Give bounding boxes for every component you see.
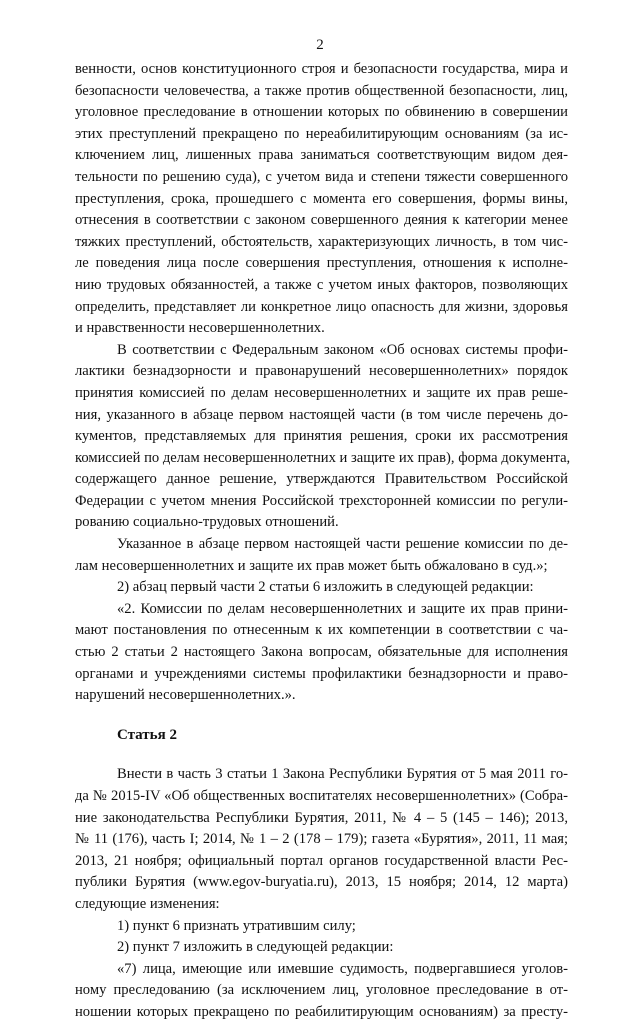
text-line: 2) абзац первый части 2 статьи 6 изложить в следующей редакции: xyxy=(117,579,534,596)
text-line: лактики безнадзорности и правонарушений несовершеннолетних» порядок xyxy=(75,363,568,380)
text-line: ному преследованию (за исключением лиц, уголовное преследование в от- xyxy=(75,982,568,999)
text-line: «2. Комиссии по делам несовершеннолетних и защите их прав прини- xyxy=(117,600,568,617)
text-line: Внести в часть 3 статьи 1 Закона Республики Бурятия от 5 мая 2011 го- xyxy=(117,766,568,783)
text-line: 2013, 21 ноября; официальный портал органов государственной власти Рес- xyxy=(75,852,568,869)
text-line: мают постановления по отнесенным к их компетенции в соответствии с ча- xyxy=(75,622,568,639)
text-line: принятия комиссией по делам несовершеннолетних и защите их прав реше- xyxy=(75,384,568,401)
text-line: комиссией по делам несовершеннолетних и защите их прав), форма документа, xyxy=(75,449,571,466)
text-line: Федерации с учетом мнения Российской трехсторонней комиссии по регули- xyxy=(75,492,568,509)
text-line: В соответствии с Федеральным законом «Об основах системы профи- xyxy=(117,341,568,358)
text-line: преступления, срока, прошедшего с момента его совершения, формы вины, xyxy=(75,190,568,207)
text-line: органами и учреждениями системы профилактики безнадзорности и право- xyxy=(75,665,568,682)
text-line: нарушений несовершеннолетних.». xyxy=(75,687,296,704)
text-line: ние законодательства Республики Бурятия, 2011, № 4 – 5 (145 – 146); 2013, xyxy=(75,809,568,826)
text-line: да № 2015-IV «Об общественных воспитателях несовершеннолетних» (Собра- xyxy=(75,788,568,804)
text-line: рованию социально-трудовых отношений. xyxy=(75,514,339,531)
text-line: нию трудовых обязанностей, а также с учетом иных факторов, позволяющих xyxy=(75,276,568,293)
text-line: ния, указанного в абзаце первом настоящей части (в том числе перечень до- xyxy=(75,406,568,423)
text-line: стью 2 статьи 2 настоящего Закона вопросам, обязательные для исполнения xyxy=(75,644,568,661)
text-line: тяжких преступлений, обстоятельств, характеризующих личность, в том чис- xyxy=(75,233,568,250)
text-line: 1) пункт 6 признать утратившим силу; xyxy=(117,917,356,934)
article-heading: Статья 2 xyxy=(117,726,177,743)
document-body xyxy=(75,59,571,1024)
text-line: тельности по решению суда), с учетом вида и степени тяжести совершенного xyxy=(75,168,568,185)
text-line: содержащего данное решение, утверждаются Правительством Российской xyxy=(75,471,568,488)
text-line: ключением лиц, лишенных права заниматься соответствующим видом дея- xyxy=(75,147,568,164)
text-line: уголовное преследование в отношении которых по обвинению в совершении xyxy=(75,104,568,121)
text-line: определить, представляет ли конкретное лицо опасность для жизни, здоровья xyxy=(75,298,568,315)
text-line: Указанное в абзаце первом настоящей части решение комиссии по де- xyxy=(117,536,568,553)
text-line: лам несовершеннолетних и защите их прав может быть обжаловано в суд.»; xyxy=(75,557,548,574)
text-line: ле поведения лица после совершения преступления, отношения к исполне- xyxy=(75,255,568,272)
text-line: безопасности человечества, а также против общественной безопасности, лиц, xyxy=(75,82,568,99)
text-line: и нравственности несовершеннолетних. xyxy=(75,320,325,337)
text-line: № 11 (176), часть I; 2014, № 1 – 2 (178 – 179); газета «Бурятия», 2011, 11 мая; xyxy=(75,831,568,848)
text-line: следующие изменения: xyxy=(75,895,220,912)
text-line: «7) лица, имеющие или имевшие судимость, подвергавшиеся уголов- xyxy=(117,960,568,977)
text-line: этих преступлений прекращено по нереабилитирующим основаниям (за ис- xyxy=(75,125,568,142)
text-line: кументов, представляемых для принятия решения, сроки их рассмотрения xyxy=(75,428,568,445)
page-number: 2 xyxy=(316,37,324,53)
text-line: публики Бурятия (www.egov-buryatia.ru), 2013, 15 ноября; 2014, 12 марта) xyxy=(75,874,568,891)
text-line: 2) пункт 7 изложить в следующей редакции: xyxy=(117,939,394,956)
text-line: венности, основ конституционного строя и безопасности государства, мира и xyxy=(75,61,568,77)
text-line: отнесения в соответствии с законом совершенного деяния к категории менее xyxy=(75,212,568,229)
text-line: ношении которых прекращено по реабилитирующим основаниям) за престу- xyxy=(75,1003,568,1020)
